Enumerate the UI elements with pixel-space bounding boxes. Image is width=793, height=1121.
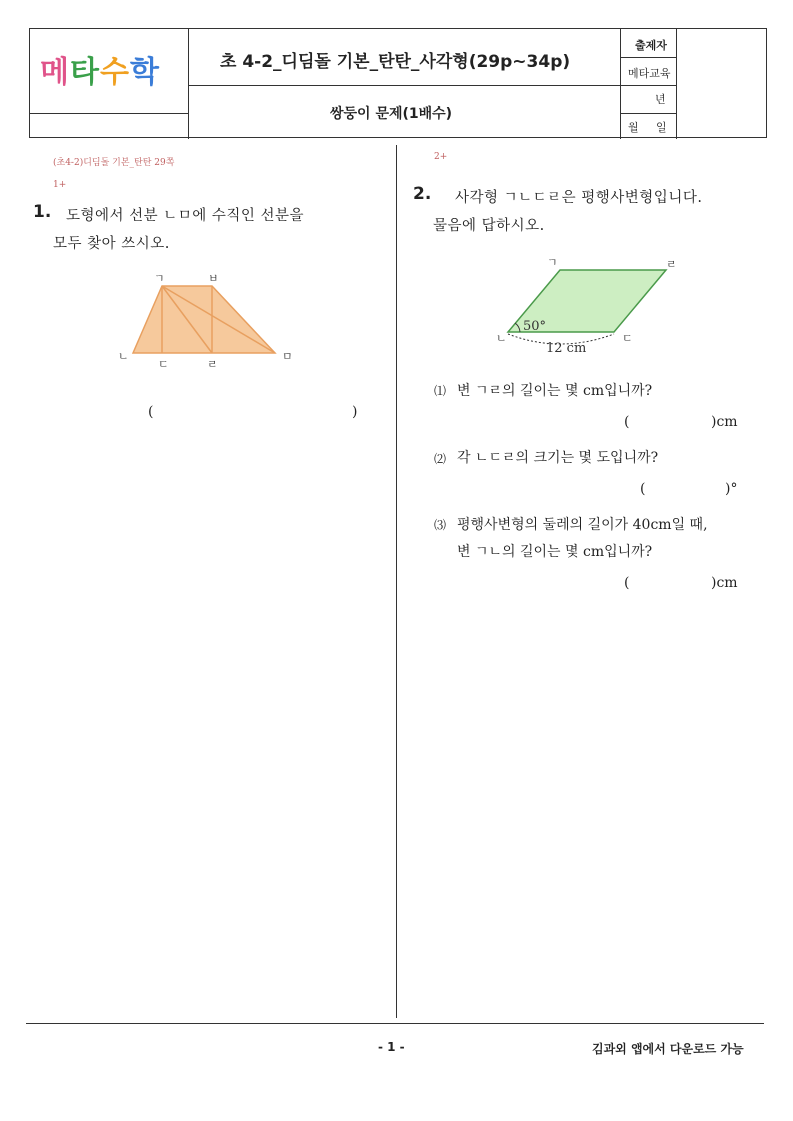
divider (620, 57, 676, 58)
question-text: 도형에서 선분 ㄴㅁ에 수직인 선분을 (66, 208, 305, 224)
label-d: ㄷ (158, 358, 169, 371)
year-label: 년 (655, 93, 666, 106)
question-number: 2. (413, 184, 432, 204)
divider (188, 29, 189, 139)
sub-question-number: ⑵ (434, 452, 447, 466)
divider (30, 113, 188, 114)
question-marker: 2+ (434, 152, 448, 162)
answer-open: ( (148, 404, 154, 420)
question-number: 1. (33, 202, 52, 222)
side-label: 12 cm (546, 341, 587, 356)
parallelogram-figure (490, 250, 700, 360)
question-text: 물음에 답하시오. (433, 218, 545, 234)
answer-open: ( (624, 414, 630, 430)
sub-question-text: 변 ㄱㄹ의 길이는 몇 cm입니까? (457, 383, 653, 399)
answer-close: ) (352, 404, 358, 420)
sub-question-text: 각 ㄴㄷㄹ의 크기는 몇 도입니까? (457, 450, 659, 466)
label-d: ㄷ (622, 332, 633, 345)
month-label: 월 (628, 121, 639, 134)
angle-label: 50° (523, 319, 547, 334)
label-r: ㄹ (666, 258, 677, 271)
answer-open: ( (640, 481, 646, 497)
footer-note: 김과외 앱에서 다운로드 가능 (592, 1042, 744, 1056)
label-n: ㄴ (496, 332, 507, 345)
sub-question-text: 변 ㄱㄴ의 길이는 몇 cm입니까? (457, 544, 653, 560)
day-label: 일 (656, 121, 667, 134)
trapezoid-figure (110, 268, 300, 373)
footer-rule (26, 1023, 764, 1024)
column-divider (396, 145, 397, 1018)
divider (188, 85, 620, 86)
answer-open: ( (624, 575, 630, 591)
sub-question-number: ⑴ (434, 384, 447, 398)
divider (620, 85, 676, 86)
label-m: ㅁ (282, 350, 293, 363)
label-r: ㄹ (207, 358, 218, 371)
divider (620, 29, 621, 139)
author-label: 출제자 (635, 39, 667, 52)
label-g: ㄱ (154, 272, 165, 285)
answer-close: )cm (711, 575, 738, 591)
page-title: 초 4-2_디딤돌 기본_탄탄_사각형(29p~34p) (220, 52, 571, 72)
page-number: - 1 - (378, 1040, 405, 1054)
author-value: 메타교육 (628, 67, 671, 80)
question-marker: 1+ (53, 180, 67, 190)
sub-question-text: 평행사변형의 둘레의 길이가 40cm일 때, (457, 517, 708, 533)
question-text: 모두 찾아 쓰시오. (53, 236, 170, 252)
question-source: (초4-2)디딤돌 기본_탄탄 29쪽 (53, 158, 175, 168)
label-b: ㅂ (208, 272, 219, 285)
page-subtitle: 쌍둥이 문제(1배수) (330, 106, 453, 122)
sub-question-number: ⑶ (434, 518, 447, 532)
header-table (29, 28, 767, 138)
divider (676, 29, 677, 139)
label-g: ㄱ (547, 256, 558, 269)
logo: 메타수학 (40, 55, 160, 90)
label-n: ㄴ (118, 350, 129, 363)
divider (620, 113, 676, 114)
answer-close: )° (725, 481, 738, 497)
question-text: 사각형 ㄱㄴㄷㄹ은 평행사변형입니다. (455, 190, 703, 206)
answer-close: )cm (711, 414, 738, 430)
